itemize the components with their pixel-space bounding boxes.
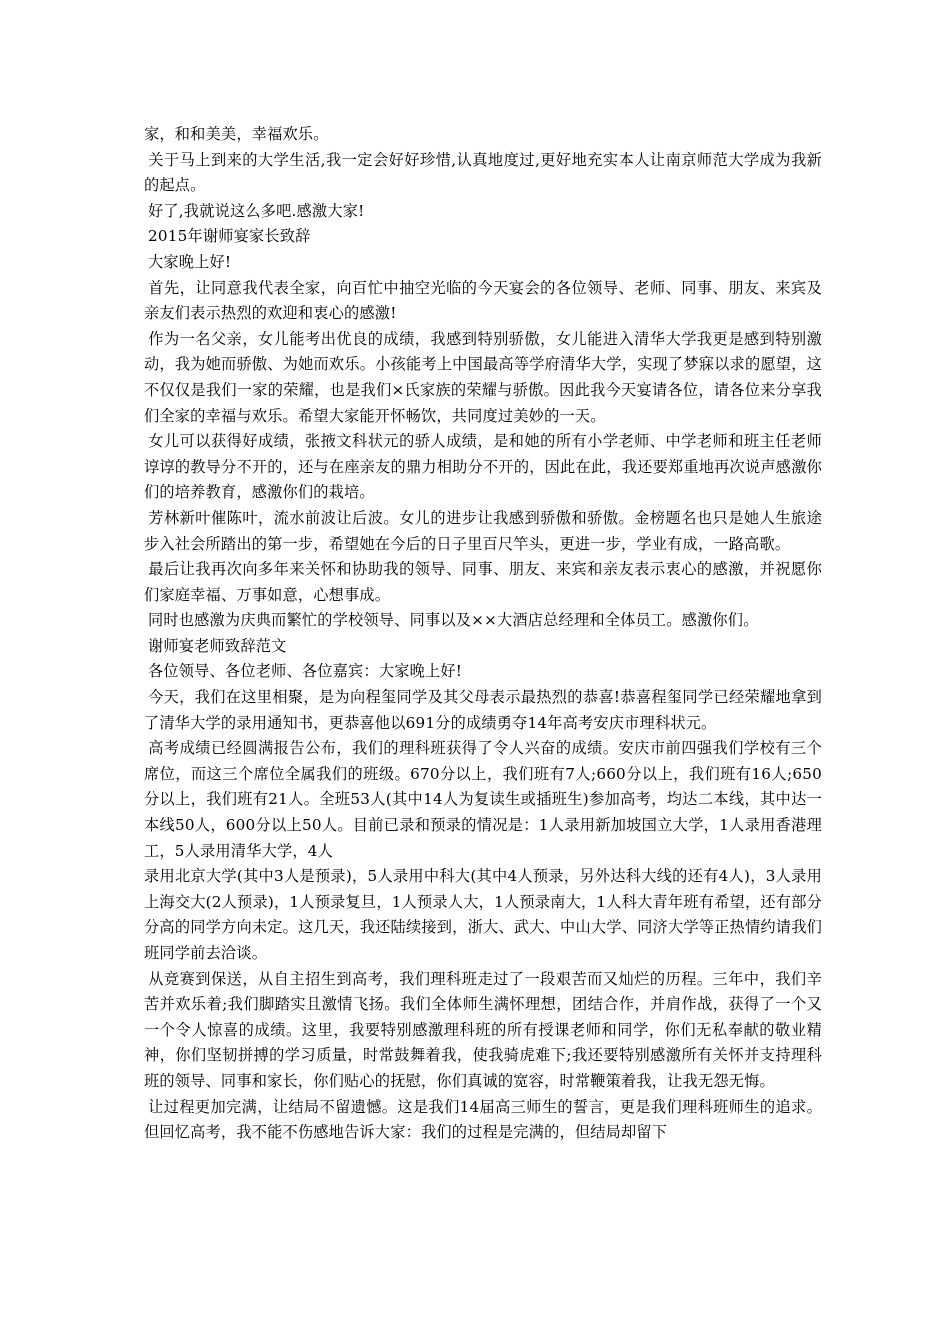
paragraph: 大家晚上好!	[148, 252, 232, 271]
paragraph: 今天，我们在这里相聚，是为向程玺同学及其父母表示最热烈的恭喜!恭喜程玺同学已经荣耀地拿到了清华大学的录用通知书，更恭喜他以691分的成绩勇夺14年高考安庆市理科状元。	[144, 688, 822, 732]
paragraph: 同时也感激为庆典而繁忙的学校领导、同事以及××大酒店总经理和全体员工。感激你们。	[148, 611, 759, 630]
section-heading: 2015年谢师宴家长致辞	[148, 227, 311, 246]
paragraph: 好了,我就说这么多吧.感激大家!	[148, 201, 365, 220]
document-page	[144, 122, 822, 1146]
paragraph: 各位领导、各位老师、各位嘉宾：大家晚上好!	[148, 662, 463, 681]
paragraph: 关于马上到来的大学生活,我一定会好好珍惜,认真地度过,更好地充实本人让南京师范大学成为我新的起点。	[144, 150, 822, 195]
paragraph: 录用北京大学(其中3人是预录)，5人录用中科大(其中4人预录，另外达科大线的还有4人)，3人录用上海交大(2人预录)，1人预录复旦，1人预录人大，1人预录南大，1人科大青年班有希望，还有部分分高的同学方向未定。这几天，我还陆续接到，浙大、武大、中山大学、同济大学等正热情约请我们班同学前去洽谈。	[144, 867, 822, 962]
paragraph: 高考成绩已经圆满报告公布，我们的理科班获得了令人兴奋的成绩。安庆市前四强我们学校有三个席位，而这三个席位全属我们的班级。670分以上，我们班有7人;660分以上，我们班有16人;650分以上，我们班有21人。全班53人(其中14人为复读生或插班生)参加高考，均达二本线，其中达一本线50人，600分以上50人。目前已录和预录的情况是：1人录用新加坡国立大学，1人录用香港理工，5人录用清华大学，4人	[144, 739, 822, 860]
paragraph: 从竞赛到保送，从自主招生到高考，我们理科班走过了一段艰苦而又灿烂的历程。三年中，我们辛苦并欢乐着;我们脚踏实且激情飞扬。我们全体师生满怀理想，团结合作，并肩作战，获得了一个又一个令人惊喜的成绩。这里，我要特别感激理科班的所有授课老师和同学，你们无私奉献的敬业精神，你们坚韧拼搏的学习质量，时常鼓舞着我，使我骑虎难下;我还要特别感激所有关怀并支持理科班的领导、同事和家长，你们贴心的抚慰，你们真诚的宽容，时常鞭策着我，让我无怨无悔。	[144, 969, 822, 1090]
paragraph: 作为一名父亲，女儿能考出优良的成绩，我感到特别骄傲，女儿能进入清华大学我更是感到特别激动，我为她而骄傲、为她而欢乐。小孩能考上中国最高等学府清华大学，实现了梦寐以求的愿望，这不仅仅是我们一家的荣耀，也是我们×氏家族的荣耀与骄傲。因此我今天宴请各位，请各位来分享我们全家的幸福与欢乐。希望大家能开怀畅饮，共同度过美妙的一天。	[144, 329, 822, 425]
paragraph: 家，和和美美，幸福欢乐。	[144, 125, 329, 143]
paragraph: 最后让我再次向多年来关怀和协助我的领导、同事、朋友、来宾和亲友表示衷心的感激，并祝愿你们家庭幸福、万事如意，心想事成。	[144, 560, 822, 604]
paragraph: 首先，让同意我代表全家，向百忙中抽空光临的今天宴会的各位领导、老师、同事、朋友、来宾及亲友们表示热烈的欢迎和衷心的感激!	[144, 278, 822, 323]
paragraph: 让过程更加完满，让结局不留遗憾。这是我们14届高三师生的誓言，更是我们理科班师生的追求。但回忆高考，我不能不伤感地告诉大家：我们的过程是完满的，但结局却留下	[144, 1097, 822, 1142]
paragraph: 女儿可以获得好成绩，张掖文科状元的骄人成绩，是和她的所有小学老师、中学老师和班主任老师谆谆的教导分不开的，还与在座亲友的鼎力相助分不开的，因此在此，我还要郑重地再次说声感激你们的培养教育，感激你们的栽培。	[144, 432, 822, 502]
section-heading: 谢师宴老师致辞范文	[148, 636, 287, 655]
paragraph: 芳林新叶催陈叶，流水前波让后波。女儿的进步让我感到骄傲和骄傲。金榜题名也只是她人生旅途步入社会所踏出的第一步，希望她在今后的日子里百尺竿头，更进一步，学业有成，一路高歌。	[144, 508, 822, 553]
